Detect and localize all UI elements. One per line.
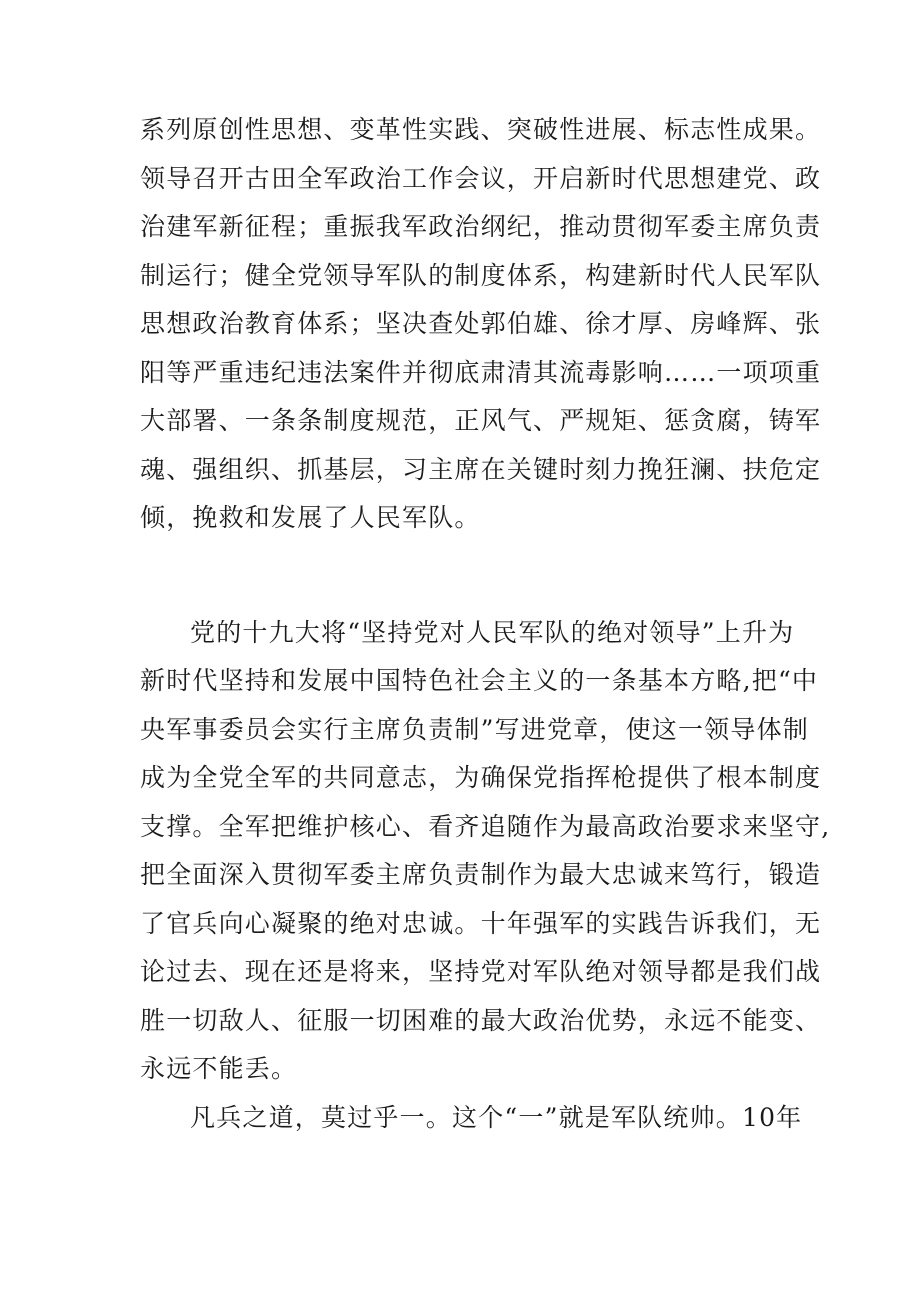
text-line: 领导召开古田全军政治工作会议，开启新时代思想建党、政 <box>140 164 822 193</box>
text-line: 大部署、一条条制度规范，正风气、严规矩、惩贪腐，铸军 <box>140 406 822 435</box>
text-line: 魂、强组织、抓基层，习主席在关键时刻力挽狂澜、扶危定 <box>140 455 822 484</box>
text-line: 支撑。全军把维护核心、看齐追随作为最高政治要求来坚守, <box>140 812 831 841</box>
text-line: 系列原创性思想、变革性实践、突破性进展、标志性成果。 <box>140 115 822 144</box>
text-line: 凡兵之道，莫过乎一。这个“一”就是军队统帅。10年 <box>190 1103 803 1132</box>
text-line: 把全面深入贯彻军委主席负责制作为最大忠诚来笃行，锻造 <box>140 860 822 889</box>
text-line: 制运行；健全党领导军队的制度体系，构建新时代人民军队 <box>140 261 822 290</box>
text-line: 倾，挽救和发展了人民军队。 <box>140 503 481 532</box>
text-line: 党的十九大将“坚持党对人民军队的绝对领导”上升为 <box>190 618 795 647</box>
text-line: 了官兵向心凝聚的绝对忠诚。十年强军的实践告诉我们，无 <box>140 909 822 938</box>
text-line: 成为全党全军的共同意志，为确保党指挥枪提供了根本制度 <box>140 763 822 792</box>
text-line: 论过去、现在还是将来，坚持党对军队绝对领导都是我们战 <box>140 957 822 986</box>
text-line: 央军事委员会实行主席负责制”写进党章，使这一领导体制 <box>140 715 809 744</box>
text-line: 阳等严重违纪违法案件并彻底肃清其流毒影响……一项项重 <box>140 358 822 387</box>
text-line: 新时代坚持和发展中国特色社会主义的一条基本方略,把“中 <box>140 666 819 695</box>
text-line: 胜一切敌人、征服一切困难的最大政治优势，永远不能变、 <box>140 1006 822 1035</box>
text-line: 治建军新征程；重振我军政治纲纪，推动贯彻军委主席负责 <box>140 212 822 241</box>
text-line: 思想政治教育体系；坚决查处郭伯雄、徐才厚、房峰辉、张 <box>140 309 822 338</box>
text-line: 永远不能丢。 <box>140 1054 298 1083</box>
